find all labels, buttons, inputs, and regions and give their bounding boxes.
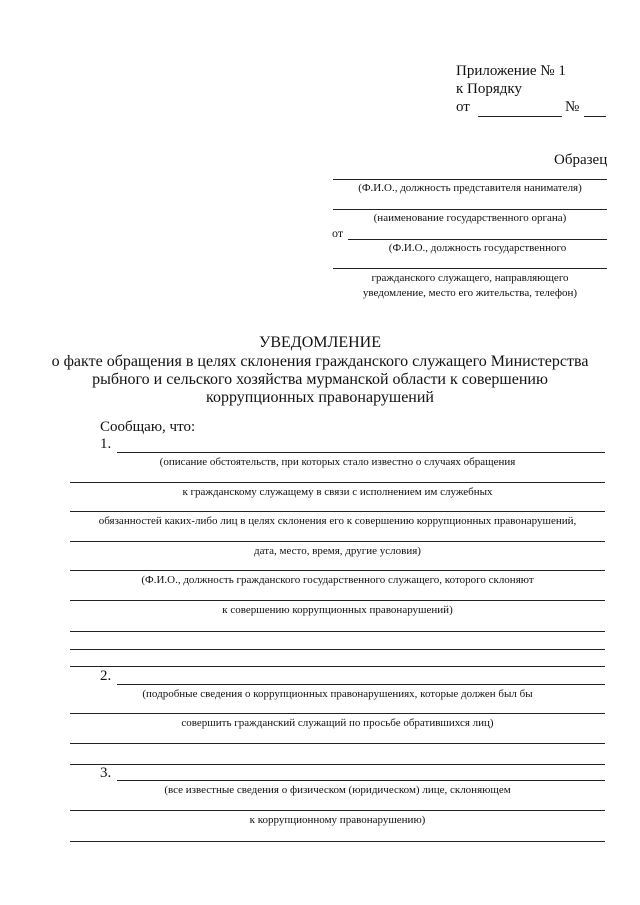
intro-text: Сообщаю, что: <box>100 419 196 435</box>
item-1-line <box>70 631 605 632</box>
sender-caption-3: уведомление, место его жительства, телефон) <box>362 287 578 299</box>
item-1-line <box>70 541 605 542</box>
item-1-caption: дата, место, время, другие условия) <box>254 545 421 557</box>
appendix-date-line <box>478 116 562 117</box>
item-2-number: 2. <box>100 668 112 684</box>
item-1-caption: (Ф.И.О., должность гражданского государственного служащего, которого склоняют <box>141 574 534 586</box>
item-1-line <box>117 452 605 453</box>
sender-caption-1: (Ф.И.О., должность государственного <box>388 242 567 254</box>
document-subtitle-line-2: рыбного и сельского хозяйства мурманской области к совершению <box>92 371 548 388</box>
item-2-line <box>117 684 605 685</box>
sample-label: Образец <box>554 152 608 168</box>
appendix-title: Приложение № 1 <box>456 63 566 79</box>
appendix-date-label: от <box>456 99 470 115</box>
sender-line-2 <box>333 268 607 269</box>
item-3-caption: к коррупционному правонарушению) <box>249 814 426 826</box>
item-1-caption: к гражданскому служащему в связи с исполнением им служебных <box>182 486 493 498</box>
document-subtitle-line-1: о факте обращения в целях склонения гражданского служащего Министерства <box>51 353 589 370</box>
item-2-caption: (подробные сведения о коррупционных правонарушениях, которые должен был бы <box>142 688 533 700</box>
item-1-line <box>70 600 605 601</box>
document-subtitle-line-3: коррупционных правонарушений <box>206 389 434 406</box>
item-1-line <box>70 511 605 512</box>
item-2-caption: совершить гражданский служащий по просьбе обратившихся лиц) <box>181 717 494 729</box>
item-1-caption: (описание обстоятельств, при которых стало известно о случаях обращения <box>159 456 516 468</box>
item-2-line <box>70 764 605 765</box>
representative-line <box>333 179 607 180</box>
item-1-caption: к совершению коррупционных правонарушений) <box>222 604 453 616</box>
item-3-line <box>70 810 605 811</box>
organ-line <box>333 209 607 210</box>
item-1-line <box>70 482 605 483</box>
representative-caption: (Ф.И.О., должность представителя нанимателя) <box>358 182 582 194</box>
appendix-number-label: № <box>565 99 580 115</box>
organ-caption: (наименование государственного органа) <box>373 212 567 224</box>
document-title: УВЕДОМЛЕНИЕ <box>259 334 381 351</box>
from-label: от <box>332 226 344 240</box>
item-3-number: 3. <box>100 765 112 781</box>
appendix-number-line <box>584 116 606 117</box>
item-1-line <box>70 649 605 650</box>
appendix-order-ref: к Порядку <box>456 81 522 97</box>
item-3-caption: (все известные сведения о физическом (юридическом) лице, склоняющем <box>164 784 511 796</box>
item-1-number: 1. <box>100 436 112 452</box>
item-1-line <box>70 666 605 667</box>
item-1-line <box>70 570 605 571</box>
sender-line-1 <box>348 239 607 240</box>
item-2-line <box>70 713 605 714</box>
item-3-line <box>117 780 605 781</box>
item-2-line <box>70 743 605 744</box>
item-3-line <box>70 841 605 842</box>
sender-caption-2: гражданского служащего, направляющего <box>371 272 569 284</box>
item-1-caption: обязанностей каких-либо лиц в целях склонения его к совершению коррупционных правонарушений, <box>98 515 577 527</box>
